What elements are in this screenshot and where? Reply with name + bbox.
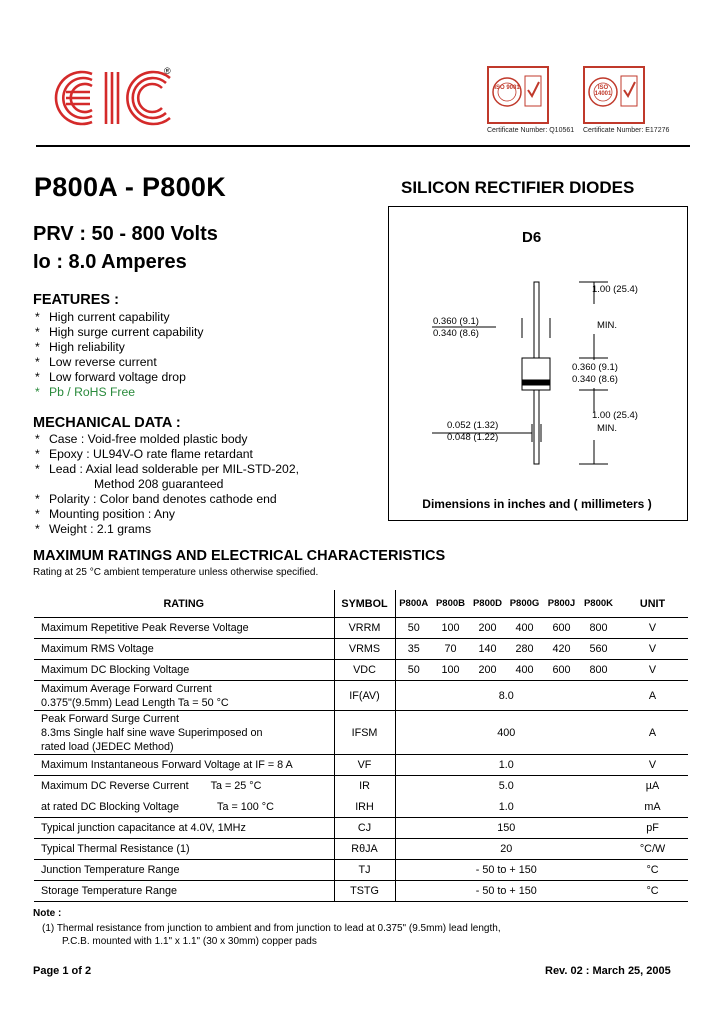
body-length-max: 0.360 (9.1) <box>572 362 618 373</box>
ratings-heading: MAXIMUM RATINGS AND ELECTRICAL CHARACTERISTICS <box>33 548 446 564</box>
body-length-min: 0.340 (8.6) <box>572 374 618 385</box>
io-rating: Io : 8.0 Amperes <box>33 251 187 273</box>
table-row: Maximum RMS Voltage VRMS 35 70 140 280 420 560 V <box>34 639 688 660</box>
col-part: P800A <box>395 590 432 618</box>
col-rating: RATING <box>34 590 334 618</box>
prv-rating: PRV : 50 - 800 Volts <box>33 223 218 245</box>
mechanical-list <box>33 432 299 537</box>
ratings-table <box>34 590 688 902</box>
header-divider <box>36 145 690 147</box>
diode-outline-drawing <box>388 206 686 519</box>
iso14001-label: ISO 14001 <box>594 85 612 97</box>
mechanical-heading: MECHANICAL DATA : <box>33 415 181 431</box>
iso9001-badge <box>487 66 549 124</box>
col-part: P800K <box>580 590 617 618</box>
table-row: Maximum Average Forward Current 0.375"(9.5mm) Lead Length Ta = 50 °C IF(AV) 8.0 A <box>34 681 688 711</box>
list-item: * High current capability <box>35 310 170 324</box>
list-item: * Lead : Axial lead solderable per MIL-STD-202, <box>35 462 299 476</box>
list-item: * High reliability <box>35 340 125 354</box>
page-number: Page 1 of 2 <box>33 965 92 977</box>
list-item: * Case : Void-free molded plastic body <box>35 432 248 446</box>
note-line-2: P.C.B. mounted with 1.1" x 1.1" (30 x 30mm) copper pads <box>62 936 317 947</box>
list-item: * Weight : 2.1 grams <box>35 522 152 536</box>
lead-length-bottom: 1.00 (25.4) <box>592 410 638 421</box>
revision-date: Rev. 02 : March 25, 2005 <box>545 965 671 977</box>
table-row: Maximum Instantaneous Forward Voltage at IF = 8 A VF 1.0 V <box>34 755 688 776</box>
table-row: Junction Temperature Range TJ - 50 to + 150 °C <box>34 860 688 881</box>
list-item: Method 208 guaranteed <box>94 477 224 491</box>
col-unit: UNIT <box>617 590 688 618</box>
lead-length-bottom-min: MIN. <box>597 423 618 434</box>
table-row: at rated DC Blocking Voltage Ta = 100 °C IRH 1.0 mA <box>34 797 688 818</box>
iso14001-badge <box>583 66 645 124</box>
part-range-title: P800A - P800K <box>34 172 227 202</box>
table-header-row <box>34 590 688 618</box>
list-item: * Low forward voltage drop <box>35 370 186 384</box>
features-heading: FEATURES : <box>33 292 119 308</box>
table-row: Peak Forward Surge Current 8.3ms Single half sine wave Superimposed on rated load (JEDEC Method) IFSM 400 A <box>34 711 688 755</box>
col-symbol: SYMBOL <box>334 590 395 618</box>
eic-logo <box>48 66 178 130</box>
list-item: * High surge current capability <box>35 325 204 339</box>
list-item: * Polarity : Color band denotes cathode end <box>35 492 277 506</box>
col-part: P800G <box>506 590 543 618</box>
table-row: Maximum DC Blocking Voltage VDC 50 100 200 400 600 800 V <box>34 660 688 681</box>
wire-dia-max: 0.052 (1.32) <box>447 420 499 431</box>
body-dia-max: 0.360 (9.1) <box>433 316 479 327</box>
package-name: D6 <box>522 229 542 246</box>
features-list <box>33 310 203 400</box>
wire-dia-min: 0.048 (1.22) <box>447 432 499 443</box>
cert-number-2: Certificate Number: E17276 <box>583 127 670 134</box>
list-item: * Mounting position : Any <box>35 507 176 521</box>
dimensions-footnote: Dimensions in inches and ( millimeters ) <box>422 497 652 511</box>
lead-length-top: 1.00 (25.4) <box>592 284 638 295</box>
table-row: Maximum DC Reverse Current Ta = 25 °C IR 5.0 µA <box>34 776 688 797</box>
col-part: P800D <box>469 590 506 618</box>
col-part: P800B <box>432 590 469 618</box>
registered-mark: ® <box>164 66 171 76</box>
iso9001-label: ISO 9001 <box>494 85 520 91</box>
list-item: * Low reverse current <box>35 355 157 369</box>
table-row: Maximum Repetitive Peak Reverse Voltage VRRM 50 100 200 400 600 800 V <box>34 618 688 639</box>
table-row: Storage Temperature Range TSTG - 50 to + 150 °C <box>34 881 688 902</box>
table-row: Typical Thermal Resistance (1) RθJA 20 °C/W <box>34 839 688 860</box>
category-title: SILICON RECTIFIER DIODES <box>401 178 635 197</box>
ratings-note: Rating at 25 °C ambient temperature unless otherwise specified. <box>33 567 319 578</box>
cert-number-1: Certificate Number: Q10561 <box>487 127 575 134</box>
col-part: P800J <box>543 590 580 618</box>
notes-heading: Note : <box>33 908 62 919</box>
lead-length-top-min: MIN. <box>597 320 618 331</box>
note-line-1: (1) Thermal resistance from junction to ambient and from junction to lead at 0.375" (9.5mm) lead length, <box>42 923 501 934</box>
body-dia-min: 0.340 (8.6) <box>433 328 479 339</box>
list-item: * Epoxy : UL94V-O rate flame retardant <box>35 447 253 461</box>
list-item-rohs: * Pb / RoHS Free <box>35 385 136 399</box>
table-row: Typical junction capacitance at 4.0V, 1MHz CJ 150 pF <box>34 818 688 839</box>
